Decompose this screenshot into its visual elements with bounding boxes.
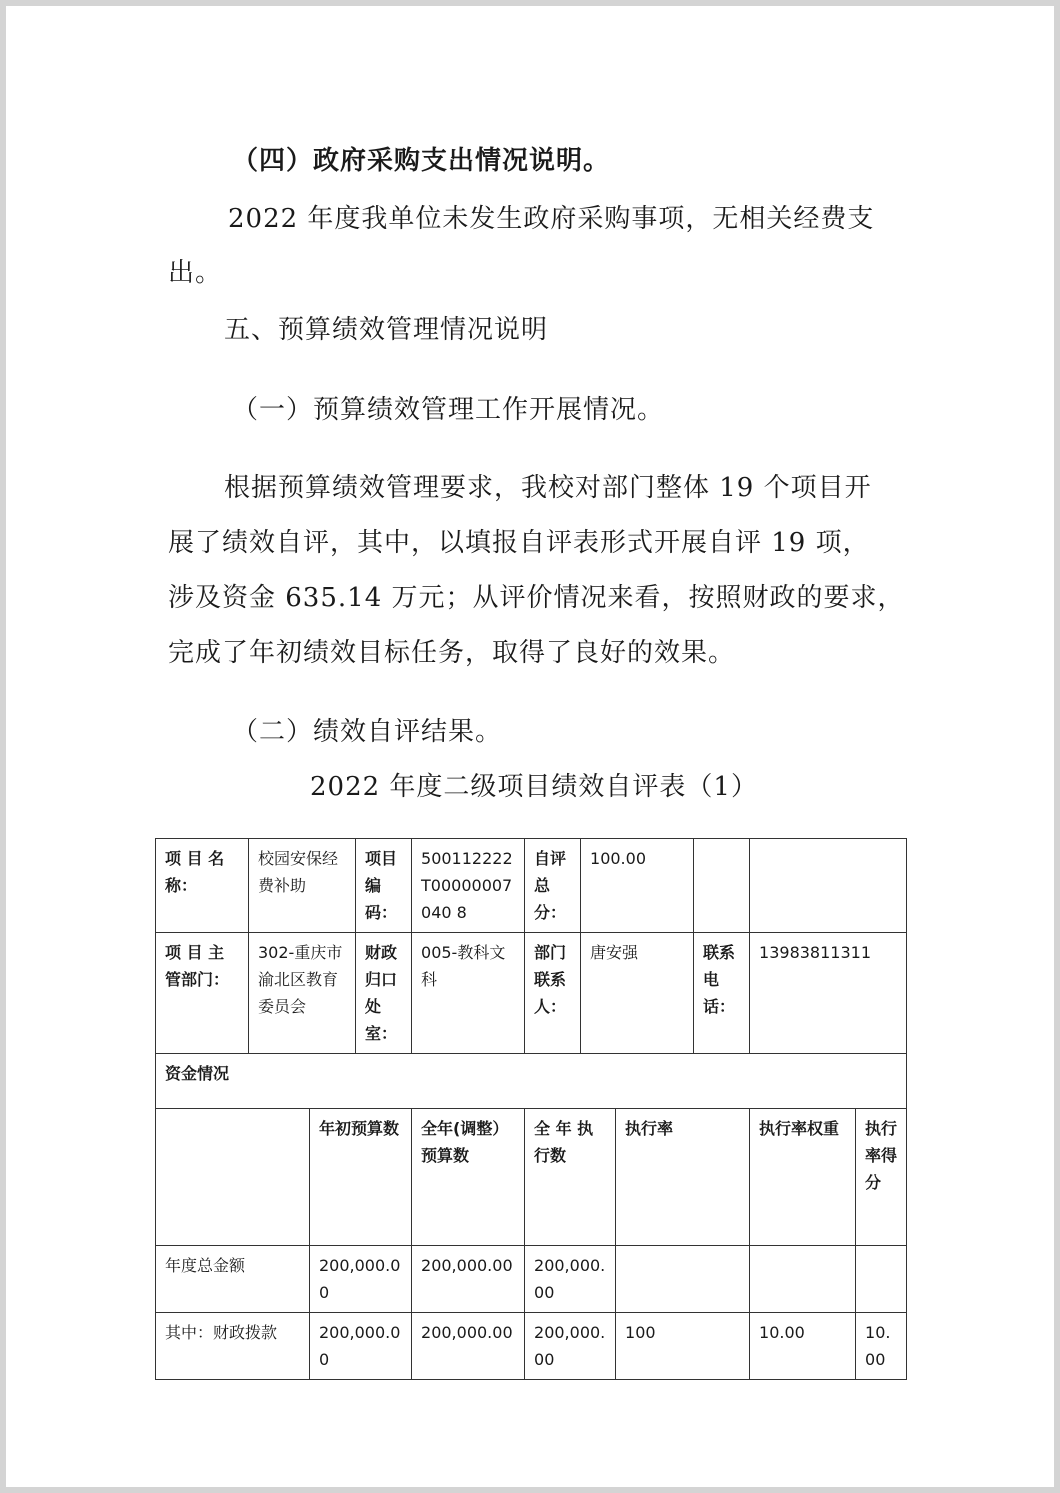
contact-label: 部门联系人： xyxy=(525,933,581,1054)
header-rate-score: 执行率得分 xyxy=(856,1109,907,1246)
paragraph-performance-line3: 涉及资金 635.14 万元；从评价情况来看，按照财政的要求， xyxy=(168,583,905,613)
office-label: 财政归口处室： xyxy=(356,933,412,1054)
project-name-label: 项 目 名称： xyxy=(156,839,249,933)
heading-procurement: （四）政府采购支出情况说明。 xyxy=(232,146,611,176)
header-adjusted-budget: 全年(调整）预算数 xyxy=(412,1109,525,1246)
cell-rate xyxy=(616,1246,750,1313)
cell-rate: 100 xyxy=(616,1313,750,1380)
paragraph-procurement-line1: 2022 年度我单位未发生政府采购事项，无相关经费支 xyxy=(228,204,875,234)
phone-value: 13983811311 xyxy=(750,933,907,1054)
phone-label: 联系电话： xyxy=(694,933,750,1054)
table-header-row xyxy=(156,1109,907,1246)
empty-cell xyxy=(694,839,750,933)
document-page xyxy=(6,6,1054,1487)
dept-label: 项 目 主管部门： xyxy=(156,933,249,1054)
project-code-label: 项目编码： xyxy=(356,839,412,933)
table-title: 2022 年度二级项目绩效自评表（1） xyxy=(310,772,758,802)
cell-weight: 10.00 xyxy=(750,1313,856,1380)
heading-self-evaluation: （二）绩效自评结果。 xyxy=(232,717,503,747)
header-executed: 全 年 执行数 xyxy=(525,1109,616,1246)
paragraph-performance-line1: 根据预算绩效管理要求，我校对部门整体 19 个项目开 xyxy=(224,473,872,503)
cell-weight xyxy=(750,1246,856,1313)
empty-cell xyxy=(750,839,907,933)
cell-initial: 200,000.00 xyxy=(310,1246,412,1313)
header-initial-budget: 年初预算数 xyxy=(310,1109,412,1246)
paragraph-performance-line4: 完成了年初绩效目标任务，取得了良好的效果。 xyxy=(168,638,736,668)
project-code-value: 500112222T00000007040 8 xyxy=(412,839,525,933)
cell-adjusted: 200,000.00 xyxy=(412,1313,525,1380)
paragraph-procurement-line2: 出。 xyxy=(168,258,223,288)
row-label: 年度总金额 xyxy=(156,1246,310,1313)
contact-value: 唐安强 xyxy=(581,933,694,1054)
cell-executed: 200,000.00 xyxy=(525,1246,616,1313)
table-row xyxy=(156,1054,907,1109)
cell-rate-score xyxy=(856,1246,907,1313)
table-row xyxy=(156,1246,907,1313)
heading-performance-work: （一）预算绩效管理工作开展情况。 xyxy=(232,395,665,425)
score-label: 自评总分： xyxy=(525,839,581,933)
funds-section-label: 资金情况 xyxy=(156,1054,907,1109)
cell-executed: 200,000.00 xyxy=(525,1313,616,1380)
row-label: 其中：财政拨款 xyxy=(156,1313,310,1380)
header-rate-weight: 执行率权重 xyxy=(750,1109,856,1246)
cell-adjusted: 200,000.00 xyxy=(412,1246,525,1313)
office-value: 005-教科文科 xyxy=(412,933,525,1054)
cell-rate-score: 10.00 xyxy=(856,1313,907,1380)
evaluation-table xyxy=(155,838,907,1380)
cell-initial: 200,000.00 xyxy=(310,1313,412,1380)
score-value: 100.00 xyxy=(581,839,694,933)
table-row xyxy=(156,839,907,933)
section-heading-performance: 五、预算绩效管理情况说明 xyxy=(224,315,549,345)
empty-cell xyxy=(156,1109,310,1246)
paragraph-performance-line2: 展了绩效自评，其中，以填报自评表形式开展自评 19 项， xyxy=(168,528,870,558)
project-name-value: 校园安保经费补助 xyxy=(249,839,356,933)
dept-value: 302-重庆市渝北区教育委员会 xyxy=(249,933,356,1054)
table-row xyxy=(156,1313,907,1380)
header-execution-rate: 执行率 xyxy=(616,1109,750,1246)
table-row xyxy=(156,933,907,1054)
